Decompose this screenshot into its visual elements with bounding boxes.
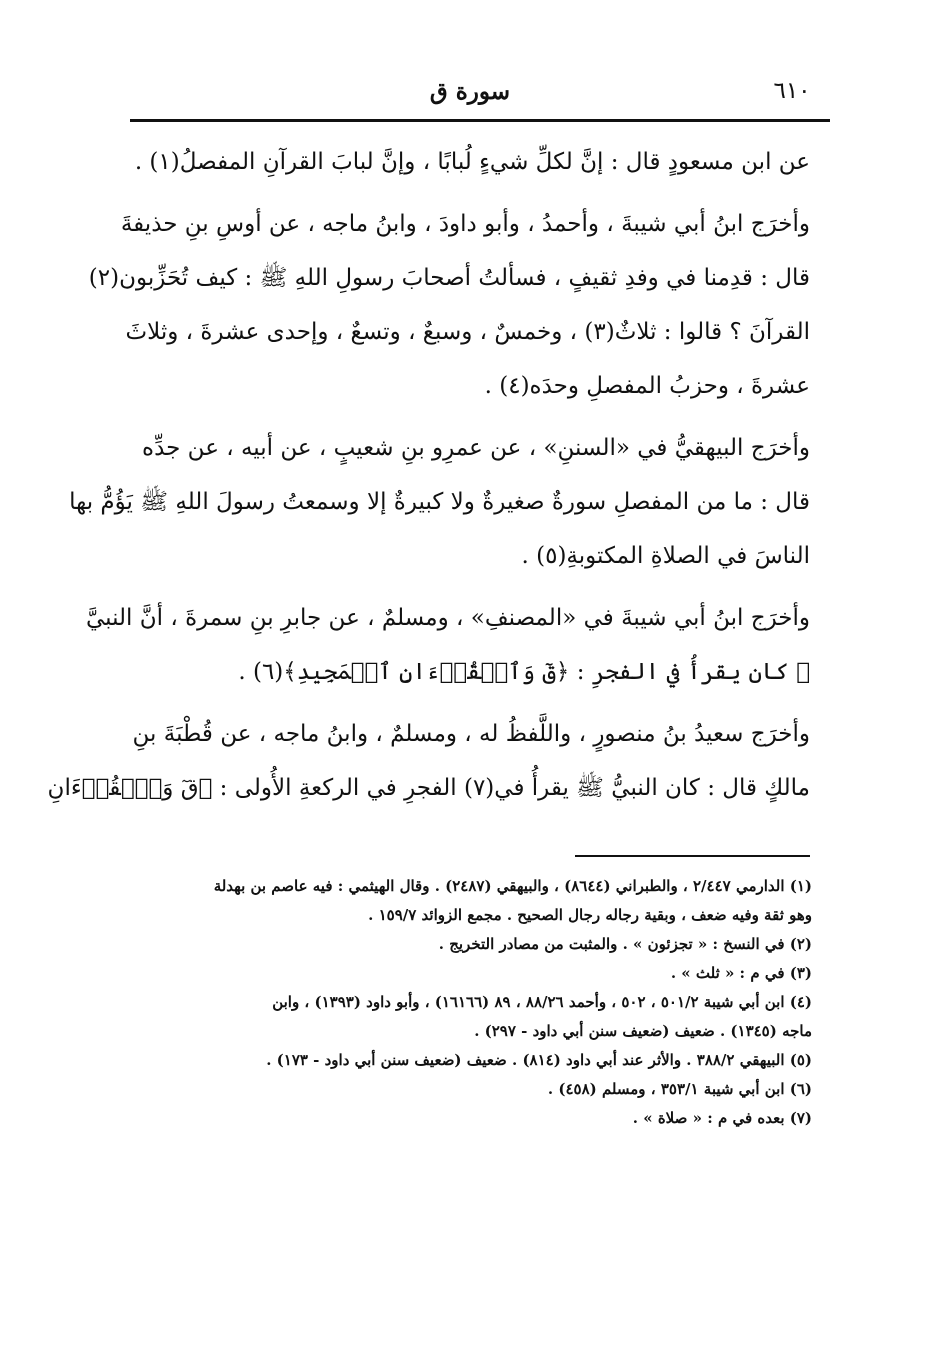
running-title: سورة ق [429, 78, 511, 105]
paragraph [88, 197, 810, 413]
text-line: عن ابن مسعودٍ قال : إنَّ لكلِّ شيءٍ لُبابًا ، وإنَّ لبابَ القرآنِ المفصلُ(١) . [134, 149, 810, 175]
footnote-line: ماجه (١٣٤٥) . ضعيف (ضعيف سنن أبي داود - ٢٩٧) . [474, 1022, 812, 1040]
header-rule [130, 119, 830, 122]
footnote-separator [575, 855, 810, 857]
text-line: الناسَ في الصلاةِ المكتوبةِ(٥) . [521, 543, 810, 569]
footnote-line: (١) الدارمي ٢/٤٤٧ ، والطبراني (٨٦٤٤) ، والبيهقي (٢٤٨٧) . وقال الهيثمي : فيه عاصم بن بهدلة [213, 877, 812, 895]
text-line: ﷺ كان يقرأُ في الفجرِ : ﴿قٓ وَٱلۡقُرۡءَانِ ٱلۡمَجِيدِ﴾(٦) . [238, 659, 810, 685]
footnotes [128, 872, 812, 1133]
paragraph [47, 707, 810, 815]
text-line: القرآنَ ؟ قالوا : ثلاثٌ(٣) ، وخمسٌ ، وسبعٌ ، وتسعٌ ، وإحدى عشرةَ ، وثلاثَ [125, 319, 810, 345]
footnote-line: (٥) البيهقي ٣٨٨/٢ . والأثر عند أبي داود (٨١٤) . ضعيف (ضعيف سنن أبي داود - ١٧٣) . [266, 1051, 812, 1069]
text-line: قال : قدِمنا في وفدِ ثقيفٍ ، فسألتُ أصحابَ رسولِ اللهِ ﷺ : كيف تُحَزِّبون(٢) [88, 265, 810, 291]
text-line: وأخرَج البيهقيُّ في «السننِ» ، عن عمرِو بنِ شعيبٍ ، عن أبيه ، عن جدِّه [142, 435, 810, 461]
footnote-line: (٢) في النسخ : « تجزئون » . والمثبت من مصادر التخريج . [438, 935, 812, 953]
text-line: وأخرَج ابنُ أبي شيبةَ في «المصنفِ» ، ومسلمٌ ، عن جابرِ بنِ سمرةَ ، أنَّ النبيَّ [86, 605, 810, 631]
paragraph [128, 135, 810, 189]
text-line: قال : ما من المفصلِ سورةٌ صغيرةٌ ولا كبيرةٌ إلا وسمعتُ رسولَ اللهِ ﷺ يَؤُمُّ بها [69, 489, 810, 515]
footnote-line: وهو ثقة وفيه ضعف ، وبقية رجاله رجال الصحيح . مجمع الزوائد ١٥٩/٧ . [368, 906, 812, 924]
text-line: وأخرَج سعيدُ بنُ منصورٍ ، واللَّفظُ له ، ومسلمٌ ، وابنُ ماجه ، عن قُطْبَةَ بنِ [132, 721, 810, 747]
paragraph [86, 591, 810, 699]
footnote-line: (٦) ابن أبي شيبة ٣٥٣/١ ، ومسلم (٤٥٨) . [547, 1080, 812, 1098]
footnote-line: (٤) ابن أبي شيبة ٥٠١/٢ ، ٥٠٢ ، وأحمد ٨٨/٢٦ ، ٨٩ (١٦١٦٦) ، وأبو داود (١٣٩٣) ، وابن [272, 993, 812, 1011]
text-line: وأخرَج ابنُ أبي شيبةَ ، وأحمدُ ، وأبو داودَ ، وابنُ ماجه ، عن أوسِ بنِ حذيفةَ [120, 211, 810, 237]
page-number: ٦١٠ [773, 78, 811, 104]
text-line: عشرةَ ، وحزبُ المفصلِ وحدَه(٤) . [484, 373, 810, 399]
footnote-line: (٧) بعده في م : « صلاة » . [632, 1109, 812, 1127]
main-text [47, 135, 810, 823]
footnote-line: (٣) في م : « ثلث » . [670, 964, 812, 982]
paragraph [69, 421, 810, 583]
text-line: مالكٍ قال : كان النبيُّ ﷺ يقرأُ في(٧) الفجرِ في الركعةِ الأُولى : ﴿قٓ وَٱلۡقُرۡءَانِ [47, 775, 810, 801]
